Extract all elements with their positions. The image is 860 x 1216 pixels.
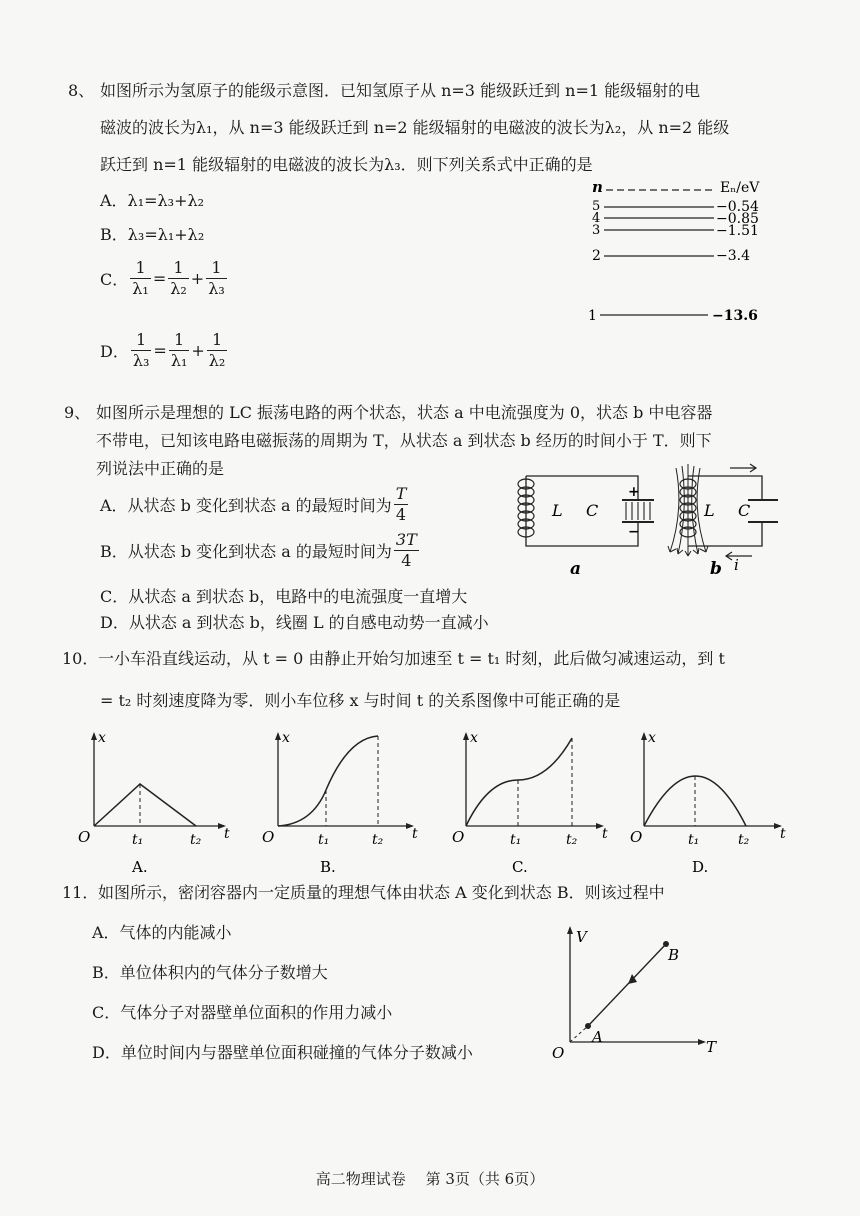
current-label-i: i: [734, 556, 739, 574]
energy-level-n3: 3: [592, 223, 601, 238]
graph-d-t-label: t: [780, 826, 786, 842]
current-arrow-bottom-b: [726, 552, 752, 560]
lc-circuit-figure: [512, 460, 792, 580]
lc-circuit-b: [668, 464, 778, 579]
graph-c-t1: t₁: [510, 832, 522, 848]
page-footer: 高二物理试卷 第 3页（共 6页）: [315, 1170, 545, 1188]
graph-b-x-arrow: [275, 732, 281, 740]
graph-b-curve: [278, 736, 378, 826]
energy-level-n1: 1: [588, 308, 597, 324]
inductor-label-a: L: [552, 501, 563, 520]
vt-origin: O: [552, 1044, 565, 1062]
vt-label-b: B: [668, 946, 680, 964]
graph-a-t1: t₁: [132, 832, 144, 848]
q9-number: 9、: [64, 403, 91, 422]
energy-value-n5: −0.54: [716, 199, 759, 215]
graph-d-x-label: x: [648, 730, 656, 746]
graph-a: [74, 728, 244, 878]
graph-b-origin: O: [262, 828, 275, 846]
electric-field-lines-a: [626, 502, 650, 520]
graph-d-t1: t₁: [688, 832, 700, 848]
vt-extrapolation-line: [570, 1026, 588, 1042]
magnetic-field-lines-b: [668, 464, 708, 556]
q9-stem-line-1: 如图所示是理想的 LC 振荡电路的两个状态，状态 a 中电流强度为 0，状态 b 中电容器: [96, 403, 713, 422]
capacitor-plus-sign: +: [628, 484, 640, 500]
energy-level-n2: 2: [592, 248, 601, 264]
graph-b-caption: B.: [320, 858, 336, 876]
graph-a-curve: [94, 784, 196, 826]
q8-stem-line-3: 跃迁到 n=1 能级辐射的电磁波的波长为λ₃．则下列关系式中正确的是: [100, 155, 593, 174]
graph-d-t2: t₂: [738, 832, 750, 848]
lc-circuit-a: [518, 476, 654, 579]
graph-a-x-label: x: [98, 730, 106, 746]
graph-a-t-label: t: [224, 826, 230, 842]
q9-option-c: C．从状态 a 到状态 b，电路中的电流强度一直增大: [100, 587, 468, 606]
graph-a-t2: t₂: [190, 832, 202, 848]
energy-level-diagram: [580, 172, 780, 332]
graph-c-origin: O: [452, 828, 465, 846]
energy-n-label: n: [592, 178, 603, 196]
q11-number: 11．: [62, 883, 99, 902]
graph-c-x-arrow: [463, 732, 469, 740]
capacitor-minus-sign: −: [628, 524, 640, 540]
graph-d-caption: D.: [692, 858, 709, 876]
graph-b-t1: t₁: [318, 832, 330, 848]
graph-d: [630, 728, 800, 878]
q8-option-d: D． $\frac{1}{\text{λ₃}}$ = $\frac{1}{\text{λ₁}}$ + $\frac{1}{\text{λ₂}}$: [100, 330, 226, 370]
q9-stem-line-2: 不带电，已知该电路电磁振荡的周期为 T，从状态 a 到状态 b 经历的时间小于 T．则下: [96, 431, 712, 450]
vt-label-a: A: [592, 1028, 603, 1046]
q9-option-a: A．从状态 b 变化到状态 a 的最短时间为 $\frac{T}{4}$: [100, 484, 407, 524]
inductor-label-b: L: [704, 501, 715, 520]
vt-t-label: T: [706, 1038, 717, 1056]
graph-b-t2: t₂: [372, 832, 384, 848]
graph-b-x-label: x: [282, 730, 290, 746]
graph-c: [452, 728, 622, 878]
graph-d-origin: O: [630, 828, 643, 846]
energy-value-n3: −1.51: [716, 223, 759, 239]
energy-value-n1: −13.6: [712, 308, 758, 324]
graph-b: [262, 728, 432, 878]
capacitor-label-b: C: [738, 501, 751, 520]
graph-a-caption: A.: [132, 858, 148, 876]
current-arrow-top-b: [730, 464, 756, 472]
q11-option-d: D．单位时间内与器壁单位面积碰撞的气体分子数减小: [92, 1043, 473, 1062]
energy-level-n4: 4: [592, 211, 601, 226]
state-label-b: b: [710, 559, 722, 579]
q10-stem-line-1: 一小车沿直线运动，从 t = 0 由静止开始匀加速至 t = t₁ 时刻，此后做匀减速运动，到 t: [98, 649, 725, 668]
graph-c-t-label: t: [602, 826, 608, 842]
graph-c-caption: C.: [512, 858, 528, 876]
q8-option-a: A．λ₁=λ₃+λ₂: [100, 191, 205, 210]
graph-d-x-arrow: [641, 732, 647, 740]
graph-a-origin: O: [78, 828, 91, 846]
q11-option-c: C．气体分子对器壁单位面积的作用力减小: [92, 1003, 393, 1022]
graph-a-x-arrow: [91, 732, 97, 740]
vt-process-line: [588, 944, 666, 1026]
energy-value-n4: −0.85: [716, 211, 759, 227]
q11-option-b: B．单位体积内的气体分子数增大: [92, 963, 328, 982]
vt-v-label: V: [576, 928, 587, 946]
graph-c-x-label: x: [470, 730, 478, 746]
q8-option-d-label: D．: [100, 342, 129, 361]
vt-graph: [548, 918, 738, 1064]
q11-stem: 如图所示，密闭容器内一定质量的理想气体由状态 A 变化到状态 B．则该过程中: [98, 883, 665, 902]
q8-stem-line-2: 磁波的波长为λ₁，从 n=3 能级跃迁到 n=2 能级辐射的电磁波的波长为λ₂，从 n=2 能级: [100, 118, 730, 137]
q8-stem-line-1: 如图所示为氢原子的能级示意图．已知氢原子从 n=3 能级跃迁到 n=1 能级辐射的电: [100, 81, 701, 100]
vt-point-a: [585, 1023, 591, 1029]
energy-unit-label: Eₙ/eV: [720, 180, 760, 196]
q8-option-c-label: C．: [100, 270, 129, 289]
q9-option-d: D．从状态 a 到状态 b，线圈 L 的自感电动势一直减小: [100, 613, 489, 632]
q8-option-b: B．λ₃=λ₁+λ₂: [100, 225, 205, 244]
q10-stem-line-2: = t₂ 时刻速度降为零．则小车位移 x 与时间 t 的关系图像中可能正确的是: [100, 691, 621, 710]
graph-b-t-label: t: [412, 826, 418, 842]
energy-level-n5: 5: [592, 199, 601, 214]
graph-c-curve: [466, 738, 572, 826]
q9-stem-line-3: 列说法中正确的是: [96, 459, 225, 478]
energy-value-n2: −3.4: [716, 248, 750, 264]
q10-number: 10．: [62, 649, 99, 668]
q8-number: 8、: [68, 81, 95, 100]
capacitor-label-a: C: [586, 501, 599, 520]
q9-option-b: B．从状态 b 变化到状态 a 的最短时间为 $\frac{3T}{4}$: [100, 530, 417, 570]
q11-option-a: A．气体的内能减小: [92, 923, 232, 942]
graph-c-t2: t₂: [566, 832, 578, 848]
vt-t-arrow: [698, 1039, 706, 1045]
state-label-a: a: [570, 559, 582, 579]
q8-option-c: C． $\frac{1}{\text{λ₁}}$ = $\frac{1}{\text{λ₂}}$ + $\frac{1}{\text{λ₃}}$: [100, 258, 225, 298]
vt-v-arrow: [567, 926, 573, 934]
